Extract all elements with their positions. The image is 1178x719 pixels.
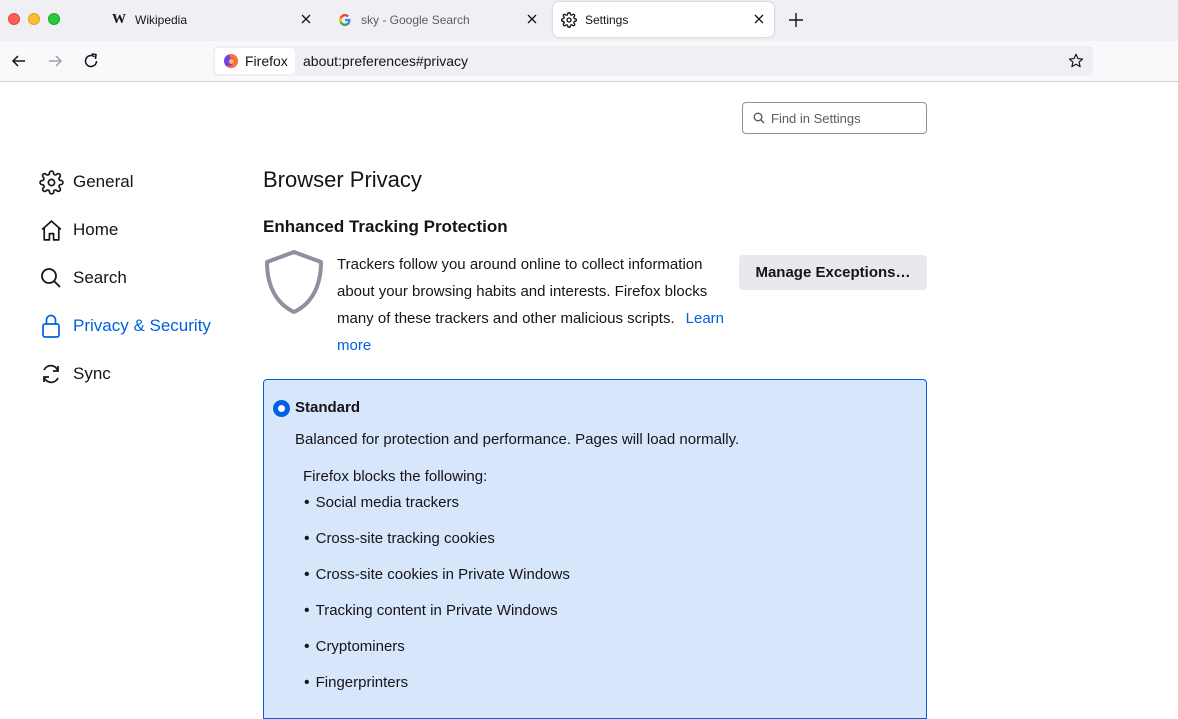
forward-arrow-icon[interactable] — [45, 51, 65, 71]
window-close-button[interactable] — [8, 13, 20, 25]
standard-radio[interactable] — [273, 400, 290, 417]
shield-icon — [263, 249, 325, 315]
standard-protection-option[interactable] — [263, 379, 927, 719]
list-item: • Cryptominers — [304, 638, 570, 674]
close-icon[interactable] — [299, 12, 313, 26]
sidebar-item-home[interactable] — [38, 206, 238, 254]
gear-icon — [38, 169, 64, 195]
sidebar-item-search[interactable] — [38, 254, 238, 302]
list-item: • Cross-site tracking cookies — [304, 530, 570, 566]
url-bar[interactable] — [213, 46, 1093, 76]
firefox-logo-icon — [223, 53, 239, 69]
list-item: • Fingerprinters — [304, 674, 570, 710]
learn-more-link[interactable]: Learn more — [337, 310, 725, 354]
settings-sidebar — [38, 158, 238, 398]
sidebar-item-privacy-security[interactable] — [38, 302, 238, 350]
sidebar-item-label: Privacy & Security — [73, 316, 211, 335]
url-text[interactable]: about:preferences#privacy — [303, 53, 468, 69]
search-icon — [38, 265, 64, 291]
tab-label: Wikipedia — [135, 12, 188, 27]
gear-icon — [561, 12, 577, 28]
identity-box[interactable] — [215, 48, 295, 74]
bookmark-star-icon[interactable] — [1067, 52, 1085, 70]
list-item: • Tracking content in Private Windows — [304, 602, 570, 638]
standard-label: Standard — [295, 399, 361, 416]
sidebar-item-label: Home — [73, 220, 119, 239]
tab-wikipedia[interactable] — [103, 2, 321, 37]
tab-strip — [0, 0, 1178, 41]
sync-icon — [38, 361, 64, 387]
navigation-toolbar — [0, 41, 1178, 82]
etp-description-text: Trackers follow you around online to collect information about your browsing habits and interests. Firefox blocks many of these trackers and other malicious scripts. — [337, 256, 708, 327]
standard-description: Balanced for protection and performance. Pages will load normally. — [295, 431, 740, 448]
list-item: • Social media trackers — [304, 494, 570, 530]
find-in-settings-box[interactable] — [742, 102, 927, 134]
window-maximize-button[interactable] — [48, 13, 60, 25]
reload-icon[interactable] — [81, 51, 101, 71]
close-icon[interactable] — [752, 12, 766, 26]
blocks-title: Firefox blocks the following: — [303, 468, 488, 485]
identity-label: Firefox — [245, 53, 288, 69]
privacy-pane — [263, 160, 927, 691]
tab-settings[interactable] — [553, 2, 774, 37]
tab-label: sky - Google Search — [361, 12, 470, 27]
etp-description — [337, 251, 737, 359]
sidebar-item-sync[interactable] — [38, 350, 238, 398]
google-icon — [337, 12, 353, 28]
find-in-settings-input[interactable] — [771, 111, 921, 126]
blocks-list — [304, 494, 570, 710]
wikipedia-icon: W — [112, 11, 126, 27]
sidebar-item-label: Sync — [73, 364, 111, 383]
back-arrow-icon[interactable] — [9, 51, 29, 71]
sidebar-item-general[interactable] — [38, 158, 238, 206]
lock-icon — [38, 313, 64, 339]
page-title: Browser Privacy — [263, 167, 422, 192]
home-icon — [38, 217, 64, 243]
tab-google-search[interactable] — [329, 2, 547, 37]
list-item: • Cross-site cookies in Private Windows — [304, 566, 570, 602]
window-minimize-button[interactable] — [28, 13, 40, 25]
tab-label: Settings — [585, 12, 629, 27]
section-title: Enhanced Tracking Protection — [263, 217, 508, 236]
close-icon[interactable] — [525, 12, 539, 26]
sidebar-item-label: General — [73, 172, 134, 191]
sidebar-item-label: Search — [73, 268, 127, 287]
search-icon — [753, 112, 765, 124]
new-tab-icon[interactable] — [786, 10, 806, 30]
manage-exceptions-button[interactable]: Manage Exceptions… — [739, 255, 927, 290]
